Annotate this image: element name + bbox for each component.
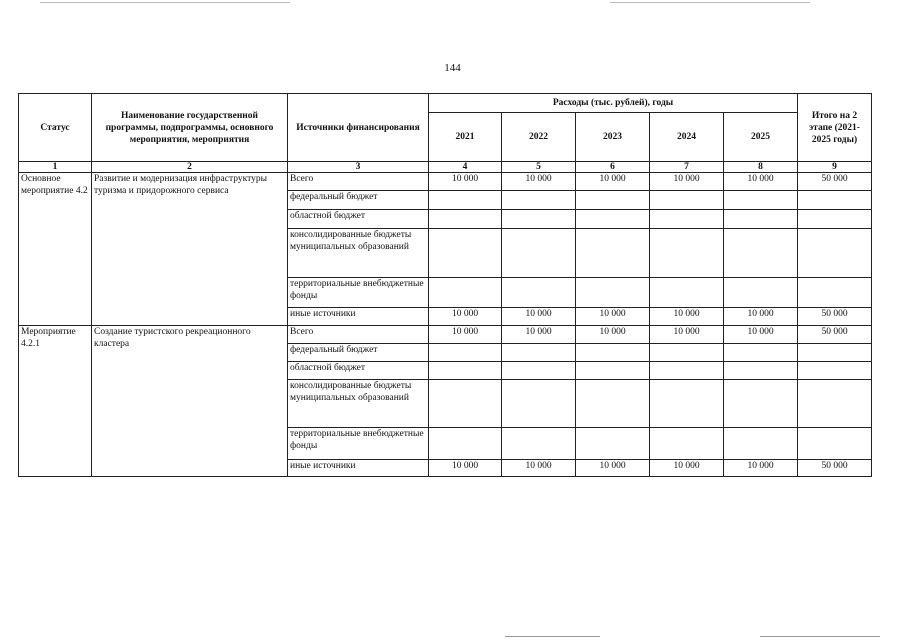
block-status: Мероприятие 4.2.1 <box>19 326 92 477</box>
value-cell <box>502 191 576 210</box>
header-sources: Источники финансирования <box>288 94 429 162</box>
value-cell: 10 000 <box>576 308 650 326</box>
value-cell <box>429 229 502 278</box>
value-cell <box>429 428 502 460</box>
value-cell <box>502 344 576 362</box>
source-label: территориальные внебюджетные фонды <box>288 428 429 460</box>
value-cell <box>576 362 650 380</box>
header-name: Наименование государственной программы, подпрограммы, основного мероприятия, мероприятия <box>92 94 288 162</box>
total-cell <box>798 210 872 229</box>
value-cell <box>724 278 798 308</box>
scan-edge-top-right <box>610 2 810 3</box>
table-row <box>19 326 872 344</box>
table-body <box>19 173 872 477</box>
value-cell <box>650 191 724 210</box>
value-cell <box>576 344 650 362</box>
header-status: Статус <box>19 94 92 162</box>
value-cell: 10 000 <box>724 173 798 191</box>
value-cell <box>429 362 502 380</box>
column-number: 8 <box>724 162 798 173</box>
source-label: областной бюджет <box>288 210 429 229</box>
total-cell: 50 000 <box>798 173 872 191</box>
value-cell: 10 000 <box>650 173 724 191</box>
column-number: 1 <box>19 162 92 173</box>
value-cell: 10 000 <box>502 308 576 326</box>
column-number: 9 <box>798 162 872 173</box>
value-cell: 10 000 <box>650 308 724 326</box>
value-cell <box>724 380 798 428</box>
column-number-row <box>19 162 872 173</box>
value-cell <box>576 428 650 460</box>
value-cell <box>429 278 502 308</box>
total-cell <box>798 362 872 380</box>
value-cell <box>576 210 650 229</box>
value-cell <box>576 380 650 428</box>
total-cell <box>798 191 872 210</box>
source-label: Всего <box>288 326 429 344</box>
value-cell <box>576 191 650 210</box>
value-cell: 10 000 <box>502 460 576 477</box>
value-cell <box>650 229 724 278</box>
value-cell <box>576 229 650 278</box>
total-cell: 50 000 <box>798 308 872 326</box>
source-label: консолидированные бюджеты муниципальных образований <box>288 380 429 428</box>
total-cell <box>798 229 872 278</box>
block-name: Создание туристского рекреационного кластера <box>92 326 288 477</box>
table-row <box>19 173 872 191</box>
value-cell: 10 000 <box>724 460 798 477</box>
source-label: иные источники <box>288 460 429 477</box>
total-cell <box>798 278 872 308</box>
total-cell <box>798 344 872 362</box>
value-cell <box>502 278 576 308</box>
header-year: 2022 <box>502 113 576 162</box>
column-number: 2 <box>92 162 288 173</box>
value-cell <box>429 344 502 362</box>
value-cell: 10 000 <box>650 460 724 477</box>
value-cell: 10 000 <box>576 460 650 477</box>
page-number: 144 <box>444 62 461 74</box>
value-cell <box>429 380 502 428</box>
value-cell: 10 000 <box>576 326 650 344</box>
column-number: 6 <box>576 162 650 173</box>
value-cell: 10 000 <box>724 308 798 326</box>
value-cell: 10 000 <box>429 173 502 191</box>
value-cell <box>650 362 724 380</box>
total-cell <box>798 428 872 460</box>
value-cell <box>502 210 576 229</box>
source-label: территориальные внебюджетные фонды <box>288 278 429 308</box>
header-expenses: Расходы (тыс. рублей), годы <box>429 94 798 113</box>
value-cell <box>724 229 798 278</box>
scan-edge-bottom-right <box>760 636 880 637</box>
value-cell <box>502 428 576 460</box>
source-label: областной бюджет <box>288 362 429 380</box>
value-cell <box>650 210 724 229</box>
column-number: 5 <box>502 162 576 173</box>
value-cell <box>724 191 798 210</box>
scan-edge-top <box>40 2 290 3</box>
header-total: Итого на 2 этапе (2021-2025 годы) <box>798 94 872 162</box>
value-cell <box>724 344 798 362</box>
budget-table <box>18 93 872 477</box>
value-cell: 10 000 <box>724 326 798 344</box>
value-cell <box>502 229 576 278</box>
column-number: 7 <box>650 162 724 173</box>
block-name: Развитие и модернизация инфраструктуры туризма и придорожного сервиса <box>92 173 288 326</box>
total-cell <box>798 380 872 428</box>
value-cell: 10 000 <box>576 173 650 191</box>
total-cell: 50 000 <box>798 460 872 477</box>
source-label: федеральный бюджет <box>288 191 429 210</box>
column-number: 4 <box>429 162 502 173</box>
table-header <box>19 94 872 173</box>
value-cell <box>429 210 502 229</box>
value-cell <box>724 210 798 229</box>
value-cell <box>650 344 724 362</box>
value-cell <box>502 380 576 428</box>
column-number: 3 <box>288 162 429 173</box>
value-cell <box>650 278 724 308</box>
header-year: 2024 <box>650 113 724 162</box>
value-cell: 10 000 <box>502 173 576 191</box>
value-cell: 10 000 <box>502 326 576 344</box>
source-label: федеральный бюджет <box>288 344 429 362</box>
value-cell <box>502 362 576 380</box>
value-cell <box>724 362 798 380</box>
value-cell <box>429 191 502 210</box>
value-cell <box>576 278 650 308</box>
header-year: 2023 <box>576 113 650 162</box>
value-cell: 10 000 <box>650 326 724 344</box>
source-label: Всего <box>288 173 429 191</box>
header-year: 2021 <box>429 113 502 162</box>
header-year: 2025 <box>724 113 798 162</box>
value-cell <box>650 380 724 428</box>
source-label: консолидированные бюджеты муниципальных образований <box>288 229 429 278</box>
value-cell <box>650 428 724 460</box>
total-cell: 50 000 <box>798 326 872 344</box>
value-cell: 10 000 <box>429 460 502 477</box>
value-cell: 10 000 <box>429 326 502 344</box>
value-cell <box>724 428 798 460</box>
value-cell: 10 000 <box>429 308 502 326</box>
source-label: иные источники <box>288 308 429 326</box>
scan-edge-bottom <box>505 636 600 637</box>
block-status: Основное мероприятие 4.2 <box>19 173 92 326</box>
